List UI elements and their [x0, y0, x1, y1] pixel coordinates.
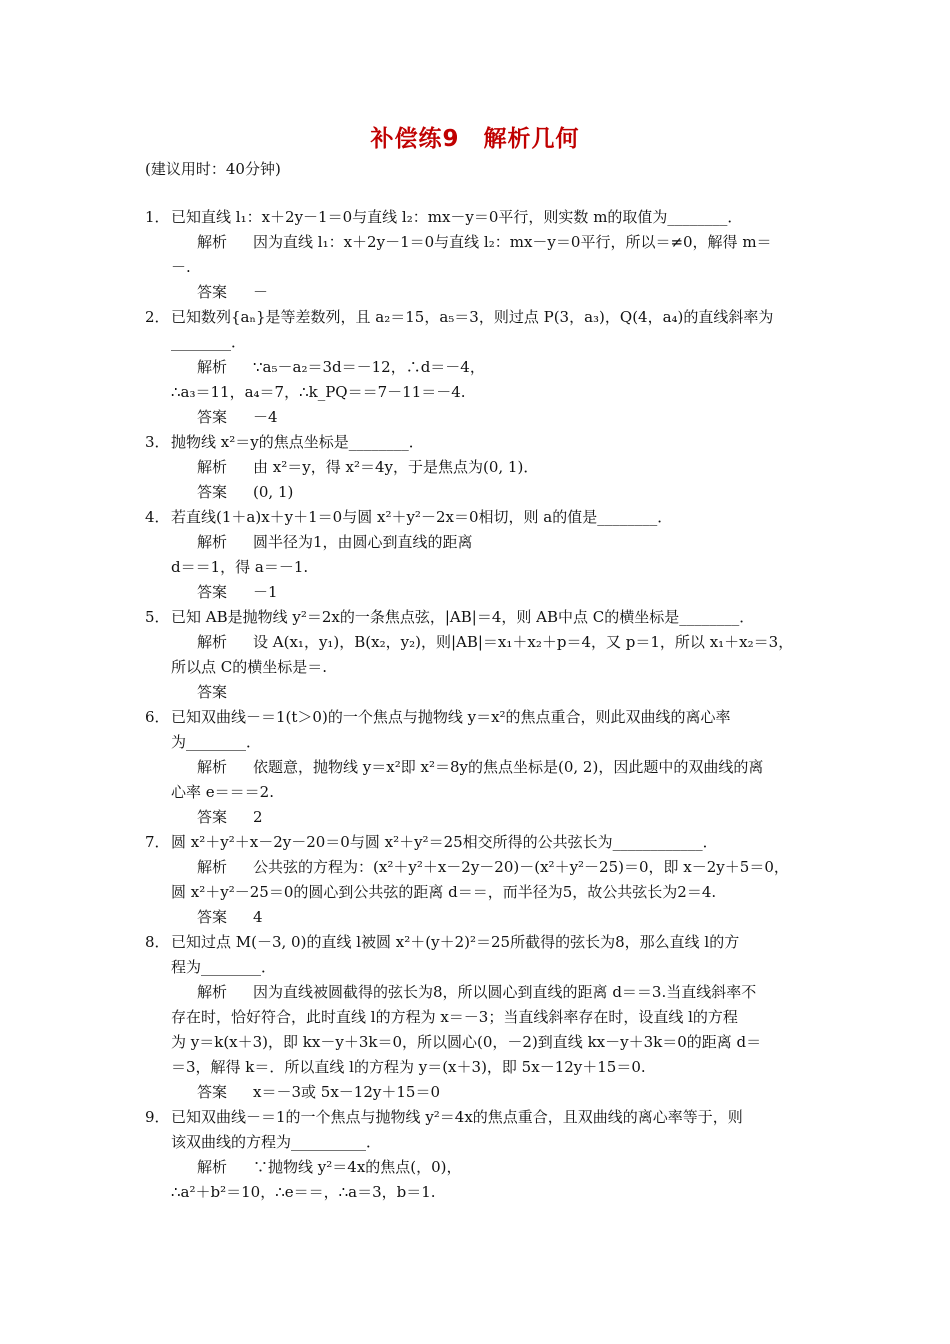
problem-number: 6． [145, 708, 170, 726]
question-line: 已知双曲线－＝1(t＞0)的一个焦点与抛物线 y＝x²的焦点重合，则此双曲线的离心率 [171, 708, 731, 726]
problem-number: 4． [145, 508, 170, 526]
analysis-text: 存在时，恰好符合，此时直线 l的方程为 x＝－3；当直线斜率存在时，设直线 l的方程 [171, 1008, 738, 1026]
analysis-text: 公共弦的方程为：(x²＋y²＋x－2y－20)－(x²＋y²－25)＝0，即 x－2y＋5＝0， [253, 858, 789, 876]
question-line: 抛物线 x²＝y的焦点坐标是________． [171, 433, 424, 451]
question-line: 若直线(1＋a)x＋y＋1＝0与圆 x²＋y²－2x＝0相切，则 a的值是________． [171, 508, 673, 526]
answer-label: 答案 [197, 808, 228, 826]
answer-label: 答案 [197, 408, 228, 426]
question-line: ________． [171, 333, 247, 351]
problem-list [145, 205, 810, 1205]
answer-label: 答案 [197, 283, 228, 301]
answer-text: 4 [253, 908, 263, 926]
analysis-text: ∴a²＋b²＝10，∴e＝＝，∴a＝3，b＝1. [171, 1183, 436, 1201]
answer-line [171, 905, 810, 930]
question-line: 该双曲线的方程为__________． [171, 1133, 382, 1151]
suggested-time: (建议用时：40分钟) [145, 160, 281, 178]
answer-text: －1 [253, 583, 278, 601]
question-line: 为________． [171, 733, 262, 751]
problem-item [145, 930, 810, 1105]
answer-line [171, 805, 810, 830]
analysis-label: 解析 [197, 858, 228, 876]
analysis-label: 解析 [197, 233, 228, 251]
problem-number: 3． [145, 433, 170, 451]
question-line: 程为________． [171, 958, 277, 976]
analysis-text: ＝3，解得 k＝．所以直线 l的方程为 y＝(x＋3)，即 5x－12y＋15＝0. [171, 1058, 646, 1076]
analysis-text: 所以点 C的横坐标是＝. [171, 658, 328, 676]
analysis-label: 解析 [197, 983, 228, 1001]
question-line: 圆 x²＋y²＋x－2y－20＝0与圆 x²＋y²＝25相交所得的公共弦长为____________． [171, 833, 718, 851]
analysis-text: 设 A(x₁，y₁)，B(x₂，y₂)，则|AB|＝x₁＋x₂＋p＝4，又 p＝1，所以 x₁＋x₂＝3， [253, 633, 794, 651]
problem-item [145, 505, 810, 605]
analysis-text: ∵抛物线 y²＝4x的焦点(，0)， [253, 1158, 462, 1176]
problem-item [145, 1105, 810, 1205]
answer-line [171, 280, 810, 305]
analysis-text: ∵a₅－a₂＝3d＝－12，∴d＝－4， [253, 358, 485, 376]
answer-label: 答案 [197, 683, 228, 701]
problem-item [145, 305, 810, 430]
answer-text: 2 [253, 808, 263, 826]
answer-line [171, 405, 810, 430]
page-title: 补偿练9 解析几何 [370, 126, 580, 152]
analysis-label: 解析 [197, 758, 228, 776]
problem-number: 7． [145, 833, 170, 851]
analysis-text: ∴a₃＝11，a₄＝7，∴k_PQ＝＝7－11＝－4. [171, 383, 466, 401]
analysis-text: d＝＝1，得 a＝－1. [171, 558, 309, 576]
analysis-text: －. [171, 258, 191, 276]
analysis-text: 由 x²＝y，得 x²＝4y，于是焦点为(0, 1)． [253, 458, 539, 476]
answer-text: x＝－3或 5x－12y＋15＝0 [253, 1083, 440, 1101]
answer-text: (0, 1) [253, 483, 294, 501]
problem-item [145, 430, 810, 505]
analysis-text: 圆半径为1，由圆心到直线的距离 [253, 533, 473, 551]
analysis-text: 依题意，抛物线 y＝x²即 x²＝8y的焦点坐标是(0, 2)，因此题中的双曲线的离 [253, 758, 764, 776]
analysis-label: 解析 [197, 533, 228, 551]
problem-number: 5． [145, 608, 170, 626]
analysis-label: 解析 [197, 358, 228, 376]
problem-number: 2． [145, 308, 170, 326]
analysis-text: 圆 x²＋y²－25＝0的圆心到公共弦的距离 d＝＝，而半径为5，故公共弦长为2＝4. [171, 883, 717, 901]
answer-label: 答案 [197, 908, 228, 926]
question-line: 已知数列{aₙ}是等差数列，且 a₂＝15，a₅＝3，则过点 P(3，a₃)，Q(4，a₄)的直线斜率为 [171, 308, 774, 326]
problem-item [145, 205, 810, 305]
answer-line [171, 580, 810, 605]
analysis-label: 解析 [197, 1158, 228, 1176]
problem-number: 1． [145, 208, 170, 226]
answer-line [171, 680, 810, 705]
answer-line [171, 1080, 810, 1105]
question-line: 已知过点 M(－3, 0)的直线 l被圆 x²＋(y＋2)²＝25所截得的弦长为8，那么直线 l的方 [171, 933, 740, 951]
answer-line [171, 480, 810, 505]
analysis-text: 心率 e＝＝＝2. [171, 783, 274, 801]
problem-number: 9． [145, 1108, 170, 1126]
question-line: 已知 AB是抛物线 y²＝2x的一条焦点弦，|AB|＝4，则 AB中点 C的横坐标是________． [171, 608, 755, 626]
answer-label: 答案 [197, 583, 228, 601]
analysis-text: 因为直线 l₁：x＋2y－1＝0与直线 l₂：mx－y＝0平行，所以＝≠0，解得 m＝ [253, 233, 772, 251]
analysis-text: 为 y＝k(x＋3)，即 kx－y＋3k＝0，所以圆心(0，－2)到直线 kx－y＋3k＝0的距离 d＝ [171, 1033, 762, 1051]
analysis-label: 解析 [197, 633, 228, 651]
answer-text: －4 [253, 408, 278, 426]
problem-item [145, 605, 810, 705]
question-line: 已知双曲线－＝1的一个焦点与抛物线 y²＝4x的焦点重合，且双曲线的离心率等于，则 [171, 1108, 743, 1126]
question-line: 已知直线 l₁：x＋2y－1＝0与直线 l₂：mx－y＝0平行，则实数 m的取值为________． [171, 208, 743, 226]
answer-label: 答案 [197, 1083, 228, 1101]
analysis-text: 因为直线被圆截得的弦长为8，所以圆心到直线的距离 d＝＝3.当直线斜率不 [253, 983, 757, 1001]
analysis-label: 解析 [197, 458, 228, 476]
answer-label: 答案 [197, 483, 228, 501]
problem-item [145, 830, 810, 930]
problem-number: 8． [145, 933, 170, 951]
answer-text: － [253, 283, 269, 301]
problem-item [145, 705, 810, 830]
